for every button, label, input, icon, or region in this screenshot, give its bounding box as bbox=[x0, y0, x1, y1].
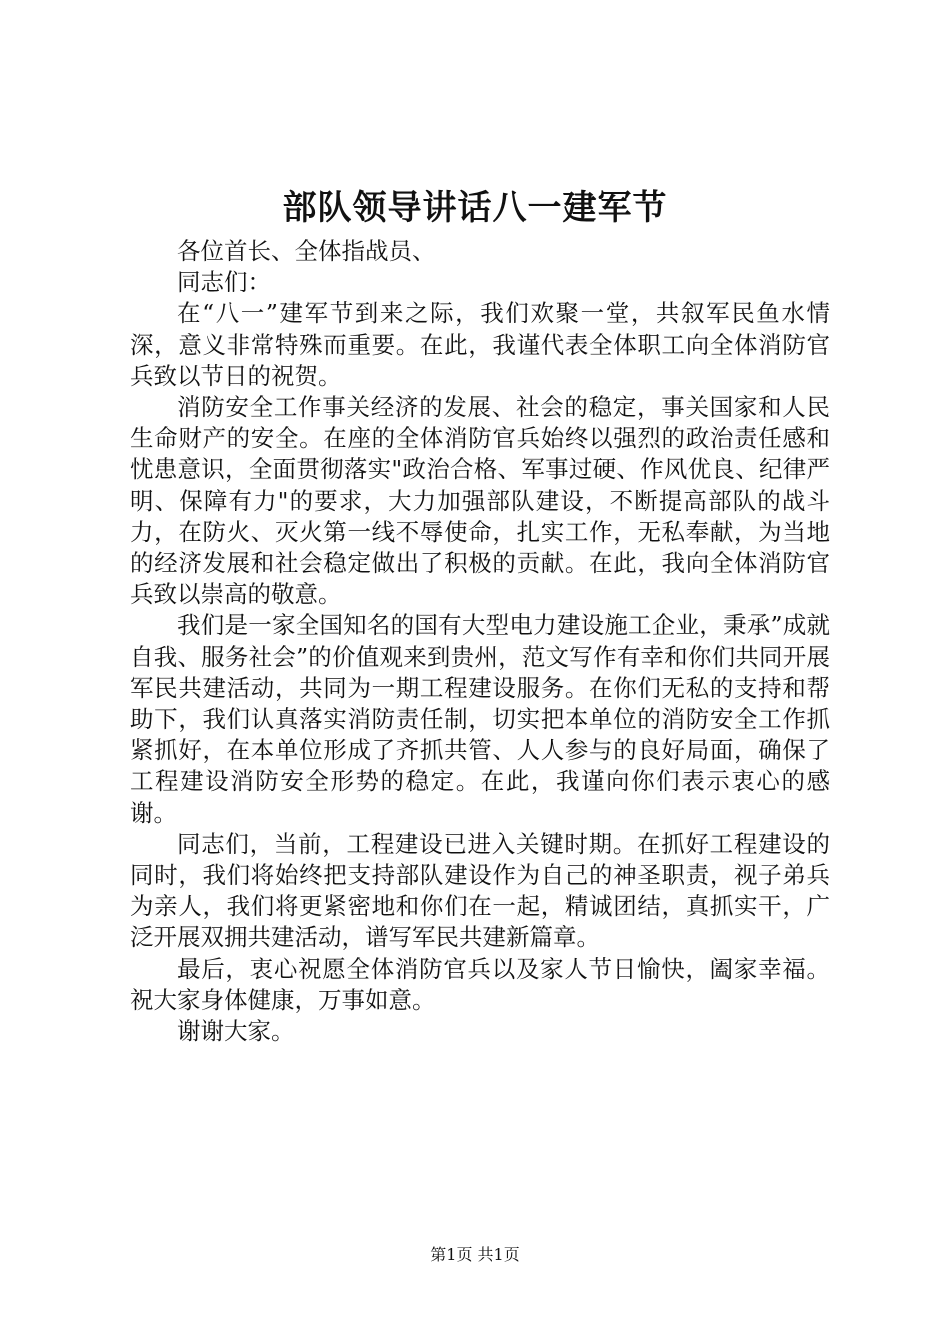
page-footer: 第1页 共1页 bbox=[430, 1245, 520, 1264]
document-body bbox=[130, 236, 830, 1047]
salutation-line-2: 同志们： bbox=[177, 268, 271, 297]
salutation-line-1: 各位首长、全体指战员、 bbox=[177, 237, 436, 265]
body-paragraph: 最后，衷心祝愿全体消防官兵以及家人节日愉快，阖家幸福。祝大家身体健康，万事如意。 bbox=[130, 954, 830, 1014]
closing-line: 谢谢大家。 bbox=[177, 1017, 295, 1046]
document-title: 部队领导讲话八一建军节 bbox=[282, 188, 668, 228]
body-paragraph: 在“八一”建军节到来之际，我们欢聚一堂，共叙军民鱼水情深，意义非常特殊而重要。在此，我谨代表全体职工向全体消防官兵致以节日的祝贺。 bbox=[130, 299, 830, 390]
body-paragraph: 同志们，当前，工程建设已进入关键时期。在抓好工程建设的同时，我们将始终把支持部队建设作为自己的神圣职责，视子弟兵为亲人，我们将更紧密地和你们在一起，精诚团结，真抓实干，广泛开展双拥共建活动，谱写军民共建新篇章。 bbox=[130, 829, 830, 952]
body-paragraph: 我们是一家全国知名的国有大型电力建设施工企业，秉承”成就自我、服务社会”的价值观来到贵州，范文写作有幸和你们共同开展军民共建活动，共同为一期工程建设服务。在你们无私的支持和帮助下，我们认真落实消防责任制，切实把本单位的消防安全工作抓紧抓好，在本单位形成了齐抓共管、人人参与的良好局面，确保了工程建设消防安全形势的稳定。在此，我谨向你们表示衷心的感谢。 bbox=[130, 611, 830, 827]
body-paragraph: 消防安全工作事关经济的发展、社会的稳定，事关国家和人民生命财产的安全。在座的全体消防官兵始终以强烈的政治责任感和忧患意识，全面贯彻落实"政治合格、军事过硬、作风优良、纪律严明、保障有力"的要求，大力加强部队建设，不断提高部队的战斗力，在防火、灭火第一线不辱使命，扎实工作，无私奉献，为当地的经济发展和社会稳定做出了积极的贡献。在此，我向全体消防官兵致以崇高的敬意。 bbox=[130, 393, 830, 609]
